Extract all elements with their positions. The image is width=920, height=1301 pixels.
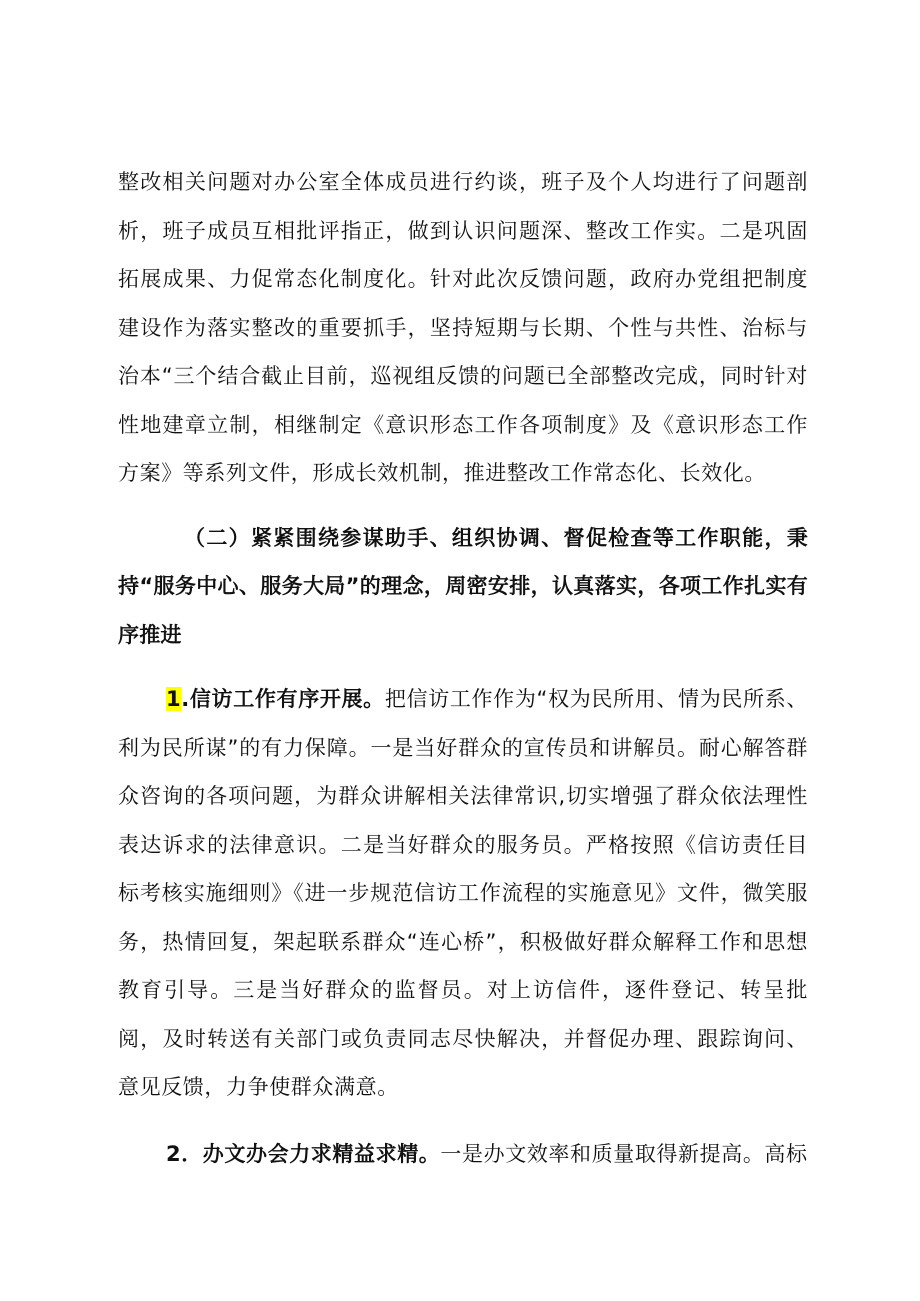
document-body [118,158,808,1178]
item-document-body: 一是办文效率和质量取得新提高。高标 [440,1141,808,1166]
item-petition-body: 把信访工作作为“权为民所用、情为民所系、利为民所谋”的有力保障。一是当好群众的宣传员和讲解员。耐心解答群众咨询的各项问题，为群众讲解相关法律常识,切实增强了群众依法理性表达诉求的法律意识。二是当好群众的服务员。严格按照《信访责任目标考核实施细则》《进一步规范信访工作流程的实施意见》文件，微笑服务，热情回复，架起联系群众“连心桥”，积极做好群众解释工作和思想教育引导。三是当好群众的监督员。对上访信件，逐件登记、转呈批阅，及时转送有关部门或负责同志尽快解决，并督促办理、跟踪询问、意见反馈，力争使群众满意。 [118,687,808,1099]
item-petition-work [118,675,808,1112]
section-heading-2: （二）紧紧围绕参谋助手、组织协调、督促检查等工作职能，秉持“服务中心、服务大局”的理念，周密安排，认真落实，各项工作扎实有序推进 [118,525,808,647]
item-petition-title: .信访工作有序开展。 [181,687,385,711]
item-number-highlight: 1 [166,687,182,711]
item-document-lead: 2．办文办会力求精益求精。 [166,1141,441,1166]
item-petition-lead [166,687,385,711]
item-document-meeting [118,1130,808,1179]
paragraph-rectification: 整改相关问题对办公室全体成员进行约谈，班子及个人均进行了问题剖析，班子成员互相批评指正，做到认识问题深、整改工作实。二是巩固拓展成果、力促常态化制度化。针对此次反馈问题，政府办党组把制度建设作为落实整改的重要抓手，坚持短期与长期、个性与共性、治标与治本“三个结合截止目前，巡视组反馈的问题已全部整改完成，同时针对性地建章立制，相继制定《意识形态工作各项制度》及《意识形态工作方案》等系列文件，形成长效机制，推进整改工作常态化、长效化。 [118,170,808,485]
